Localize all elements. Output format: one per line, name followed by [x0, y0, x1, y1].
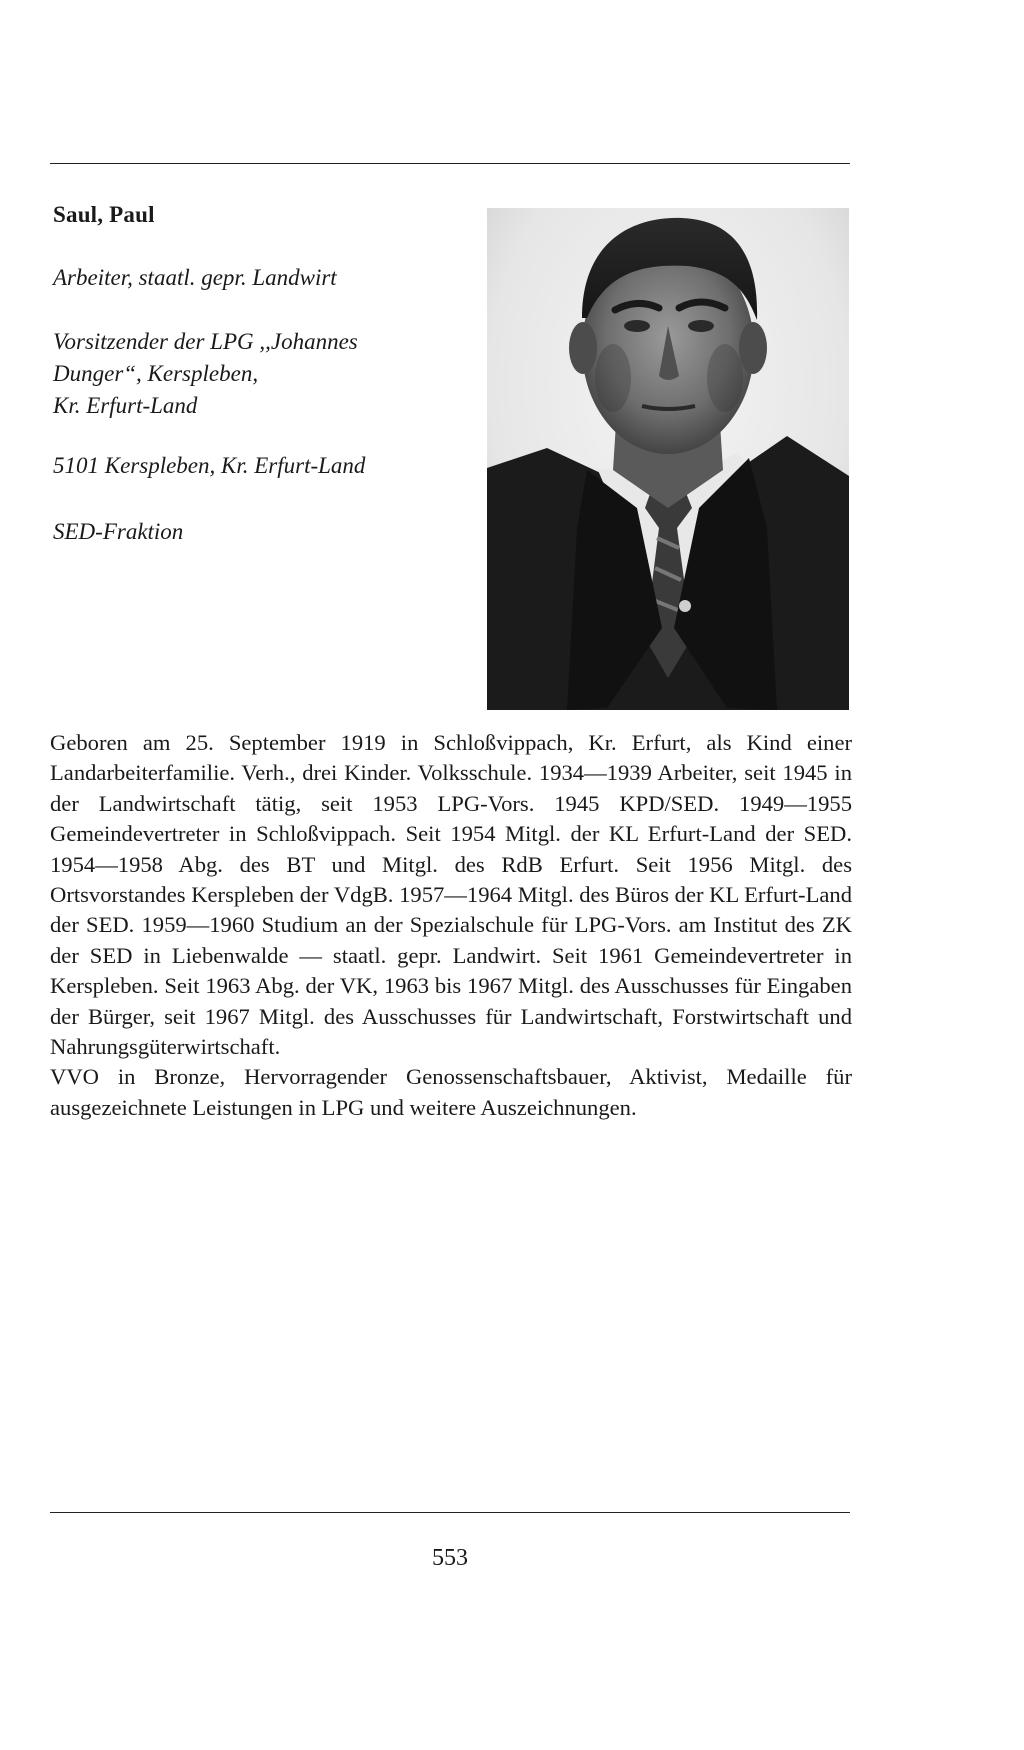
- portrait-image: [487, 208, 849, 710]
- entry-position-line: Kr. Erfurt-Land: [53, 393, 198, 418]
- top-rule: [50, 163, 850, 164]
- biography: [50, 728, 852, 1123]
- entry-position: [53, 326, 453, 422]
- entry-position-line: Vorsitzender der LPG ,,Johannes: [53, 329, 358, 354]
- entry-name: Saul, Paul: [53, 202, 155, 227]
- entry-address: 5101 Kerspleben, Kr. Erfurt-Land: [53, 453, 366, 478]
- awards-text: VVO in Bronze, Hervorragender Genossenschaftsbauer, Aktivist, Medaille für ausgezeichnete Leistungen in LPG und weitere Auszeichnungen.: [50, 1064, 852, 1120]
- entry-position-line: Dunger“, Kerspleben,: [53, 361, 259, 386]
- entry-faction: SED-Fraktion: [53, 519, 184, 544]
- biography-text: Geboren am 25. September 1919 in Schloßvippach, Kr. Erfurt, als Kind einer Landarbeiterfamilie. Verh., drei Kinder. Volksschule. 1934—1939 Arbeiter, seit 1945 in der Landwirtschaft tätig, seit 1953 LPG-Vors. 1945 KPD/SED. 1949—1955 Gemeindevertreter in Schloßvippach. Seit 1954 Mitgl. der KL Erfurt-Land der SED. 1954—1958 Abg. des BT und Mitgl. des RdB Erfurt. Seit 1956 Mitgl. des Ortsvorstandes Kerspleben der VdgB. 1957—1964 Mitgl. des Büros der KL Erfurt-Land der SED. 1959—1960 Studium an der Spezialschule für LPG-Vors. am Institut des ZK der SED in Liebenwalde — staatl. gepr. Landwirt. Seit 1961 Gemeindevertreter in Kerspleben. Seit 1963 Abg. der VK, 1963 bis 1967 Mitgl. des Ausschusses für Eingaben der Bürger, seit 1967 Mitgl. des Ausschusses für Landwirtschaft, Forstwirtschaft und Nahrungsgüterwirtschaft.: [50, 730, 852, 1060]
- entry-occupation: Arbeiter, staatl. gepr. Landwirt: [53, 265, 337, 290]
- page-number: 553: [432, 1545, 468, 1571]
- portrait-photo: [487, 208, 849, 710]
- bottom-rule: [50, 1512, 850, 1513]
